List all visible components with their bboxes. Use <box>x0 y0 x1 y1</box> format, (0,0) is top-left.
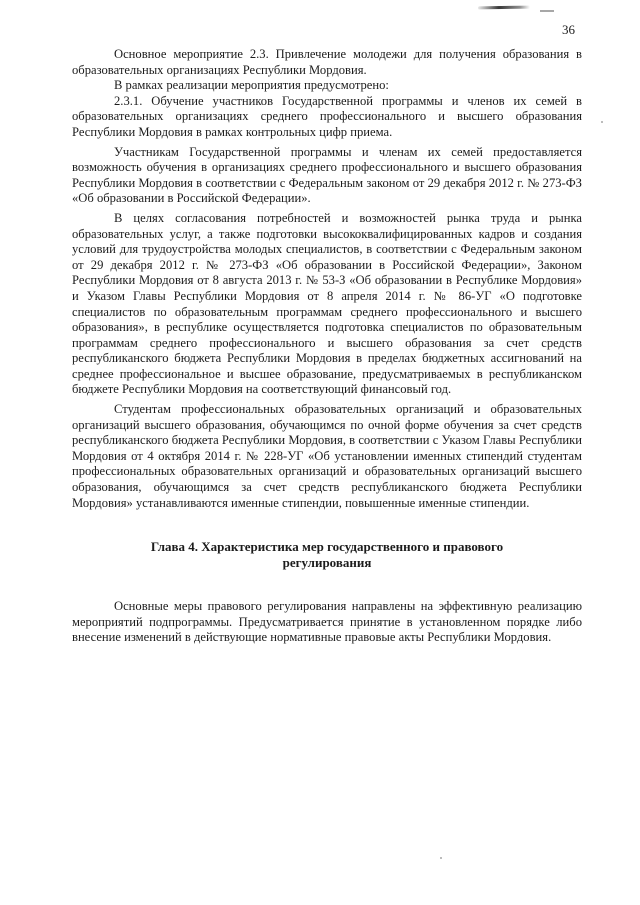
scan-speck <box>601 121 603 123</box>
scan-artifact <box>540 10 554 12</box>
paragraph-intro: В рамках реализации мероприятия предусмотрено: <box>114 78 389 93</box>
page-number: 36 <box>562 22 575 37</box>
paragraph-labor-market: В целях согласования потребностей и возможностей рынка труда и рынка образовательных услуг, а также подготовки высококвалифицированных кадров и создания условий для трудоустройства молодых специалистов, в соответствии с Федеральным законом от 29 декабря 2012 г. № 273-ФЗ «Об образовании в Российской Федерации», Законом Республики Мордовия от 8 августа 2013 г. № 53-З «Об образовании в Республике Мордовия» и Указом Главы Республики Мордовия от 8 апреля 2014 г. № 86-УГ «О подготовке специалистов по образовательным программам среднего профессионального и высшего образования», в республике осуществляется подготовка специалистов по образовательным программам среднего профессионального и высшего образования за счет средств республиканского бюджета Республики Мордовия в пределах бюджетных ассигнований на среднее профессиональное и высшее образование, предусматриваемых в республиканском бюджете Республики Мордовия на соответствующий финансовый год. <box>72 210 582 397</box>
scan-speck <box>440 857 442 859</box>
document-body <box>72 47 582 646</box>
paragraph-item-2-3-1: 2.3.1. Обучение участников Государственной программы и членов их семей в образовательных организациях среднего профессионального и высшего образования Республики Мордовия в рамках контрольных цифр приема. <box>72 93 582 139</box>
scan-artifact <box>478 6 530 10</box>
paragraph-activity-title: Основное мероприятие 2.3. Привлечение молодежи для получения образования в образовательных организациях Республики Мордовия. <box>72 47 582 77</box>
paragraph-participants: Участникам Государственной программы и членам их семей предоставляется возможность обучения в организациях среднего профессионального и высшего образования Республики Мордовия в соответствии с Федеральным законом от 29 декабря 2012 г. № 273-ФЗ «Об образовании в Российской Федерации». <box>72 144 582 206</box>
chapter-heading: Глава 4. Характеристика мер государственного и правового регулирования <box>150 539 504 571</box>
paragraph-legal-measures: Основные меры правового регулирования направлены на эффективную реализацию мероприятий подпрограммы. Предусматривается принятие в установленном порядке либо внесение изменений в действующие нормативные правовые акты Республики Мордовия. <box>72 599 582 645</box>
paragraph-scholarships: Студентам профессиональных образовательных организаций и образовательных организаций высшего образования, обучающимся по очной форме обучения за счет средств республиканского бюджета Республики Мордовия, в соответствии с Указом Главы Республики Мордовия от 4 октября 2014 г. № 228-УГ «Об установлении именных стипендий студентам профессиональных образовательных организаций и образовательных организаций высшего образования, обучающимся за счет средств республиканского бюджета Республики Мордовия» устанавливаются именные стипендии, повышенные именные стипендии. <box>72 402 582 510</box>
